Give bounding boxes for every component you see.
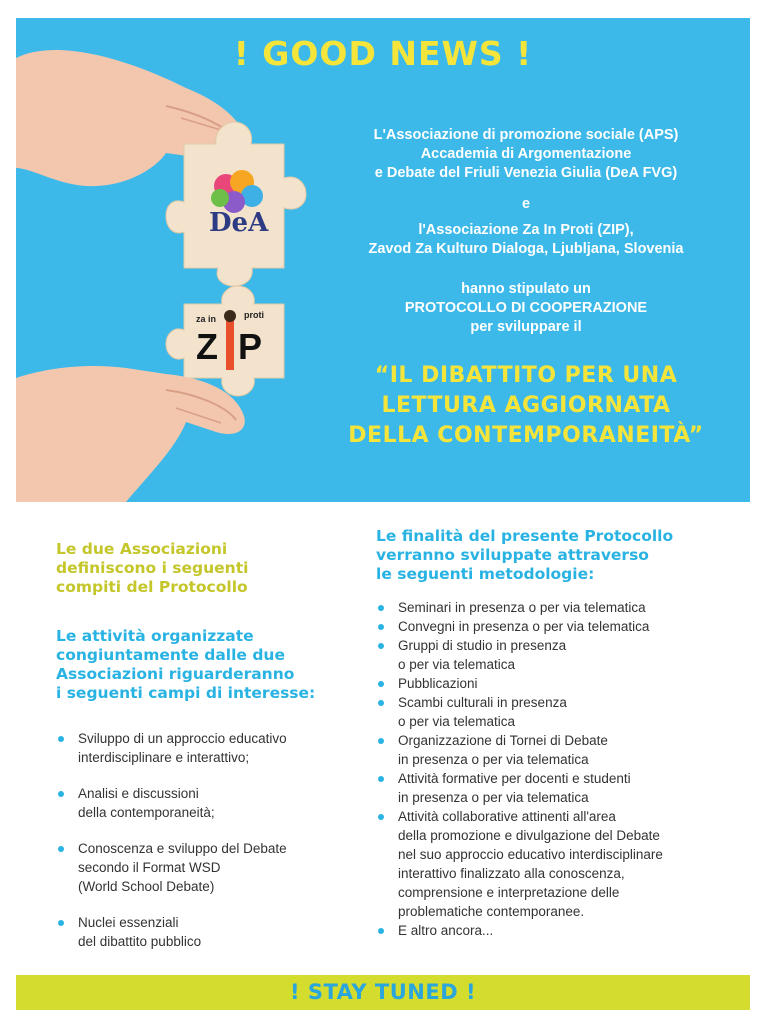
list-item-line: o per via telematica — [398, 657, 516, 672]
heading-line: congiuntamente dalle due — [56, 646, 285, 664]
good-news-title: ! GOOD NEWS ! — [233, 34, 533, 73]
left-column — [56, 540, 346, 968]
agreement-text — [306, 280, 746, 337]
quote-line: DELLA CONTEMPORANEITÀ” — [348, 423, 704, 448]
list-item-line: interdisciplinare e interattivo; — [78, 750, 250, 765]
association-zip-line: Zavod Za Kulturo Dialoga, Ljubljana, Slovenia — [368, 241, 684, 257]
zip-small-left: za in — [196, 314, 217, 324]
agreement-line: per sviluppare il — [470, 319, 582, 335]
list-item-line: Sviluppo di un approccio educativo — [78, 731, 287, 746]
zip-small-right: proti — [244, 310, 264, 320]
list-item-line: interattivo finalizzato alla conoscenza, — [398, 866, 625, 881]
bottom-hand-icon — [16, 366, 245, 502]
heading-line: definiscono i seguenti — [56, 559, 249, 577]
list-item-line: in presenza o per via telematica — [398, 752, 589, 767]
left-heading-activities — [56, 627, 346, 703]
list-item — [376, 921, 736, 940]
agreement-line: hanno stipulato un — [461, 281, 591, 297]
list-item-line: Attività formative per docenti e studenti — [398, 771, 631, 786]
list-item-line: Seminari in presenza o per via telematica — [398, 600, 646, 615]
list-item-line: o per via telematica — [398, 714, 516, 729]
list-item — [56, 784, 346, 822]
list-item — [376, 693, 736, 731]
association-zip — [306, 221, 746, 259]
list-item — [376, 617, 736, 636]
zip-logo-z: Z — [196, 326, 218, 367]
heading-line: compiti del Protocollo — [56, 578, 248, 596]
stay-tuned-banner — [16, 975, 750, 1010]
list-item — [56, 839, 346, 896]
association-dea — [306, 126, 746, 183]
association-dea-line: e Debate del Friuli Venezia Giulia (DeA FVG) — [374, 165, 678, 181]
dea-logo-text: DeA — [209, 208, 269, 238]
list-item-line: Convegni in presenza o per via telematica — [398, 619, 650, 634]
list-item — [56, 729, 346, 767]
list-item-line: della contemporaneità; — [78, 805, 215, 820]
heading-line: i seguenti campi di interesse: — [56, 684, 316, 702]
heading-line: Associazioni riguarderanno — [56, 665, 295, 683]
connector-text: e — [521, 196, 531, 212]
list-item-line: in presenza o per via telematica — [398, 790, 589, 805]
quote-line: “IL DIBATTITO PER UNA — [374, 363, 678, 388]
right-column — [376, 527, 736, 940]
stay-tuned-text: ! STAY TUNED ! — [289, 980, 477, 1004]
hero-banner — [16, 18, 750, 502]
list-item-line: nel suo approccio educativo interdisciplinare — [398, 847, 663, 862]
heading-line: Le due Associazioni — [56, 540, 228, 558]
right-heading-methods — [376, 527, 736, 584]
list-item — [376, 807, 736, 921]
list-item — [376, 769, 736, 807]
left-heading-tasks — [56, 540, 346, 597]
list-item-line: della promozione e divulgazione del Debate — [398, 828, 660, 843]
heading-line: verranno sviluppate attraverso — [376, 546, 649, 564]
list-item-line: Pubblicazioni — [398, 676, 478, 691]
protocol-quote — [276, 361, 750, 451]
list-item-line: secondo il Format WSD — [78, 860, 221, 875]
zip-logo-p: P — [238, 326, 263, 367]
match-icon — [226, 318, 234, 370]
heading-line: Le attività organizzate — [56, 627, 254, 645]
list-item-line: Nuclei essenziali — [78, 915, 179, 930]
association-dea-line: Accademia di Argomentazione — [420, 146, 632, 162]
heading-line: le seguenti metodologie: — [376, 565, 595, 583]
association-zip-line: l'Associazione Za In Proti (ZIP), — [418, 222, 634, 238]
list-item-line: problematiche contemporanee. — [398, 904, 585, 919]
association-dea-line: L'Associazione di promozione sociale (APS) — [373, 127, 679, 143]
methods-list — [376, 598, 736, 940]
list-item — [376, 731, 736, 769]
list-item-line: Conoscenza e sviluppo del Debate — [78, 841, 287, 856]
list-item-line: Scambi culturali in presenza — [398, 695, 567, 710]
list-item-line: Organizzazione di Tornei di Debate — [398, 733, 608, 748]
heading-line: Le finalità del presente Protocollo — [376, 527, 674, 545]
list-item-line: E altro ancora... — [398, 923, 494, 938]
list-item-line: (World School Debate) — [78, 879, 215, 894]
interest-list — [56, 729, 346, 951]
list-item — [376, 636, 736, 674]
quote-line: LETTURA AGGIORNATA — [381, 393, 671, 418]
puzzle-piece-dea — [166, 122, 306, 286]
list-item-line: del dibattito pubblico — [78, 934, 202, 949]
list-item-line: Gruppi di studio in presenza — [398, 638, 567, 653]
list-item-line: Attività collaborative attinenti all'area — [398, 809, 616, 824]
list-item-line: Analisi e discussioni — [78, 786, 199, 801]
list-item — [376, 674, 736, 693]
list-item — [56, 913, 346, 951]
list-item — [376, 598, 736, 617]
agreement-line: PROTOCOLLO DI COOPERAZIONE — [404, 300, 648, 316]
list-item-line: comprensione e interpretazione delle — [398, 885, 620, 900]
